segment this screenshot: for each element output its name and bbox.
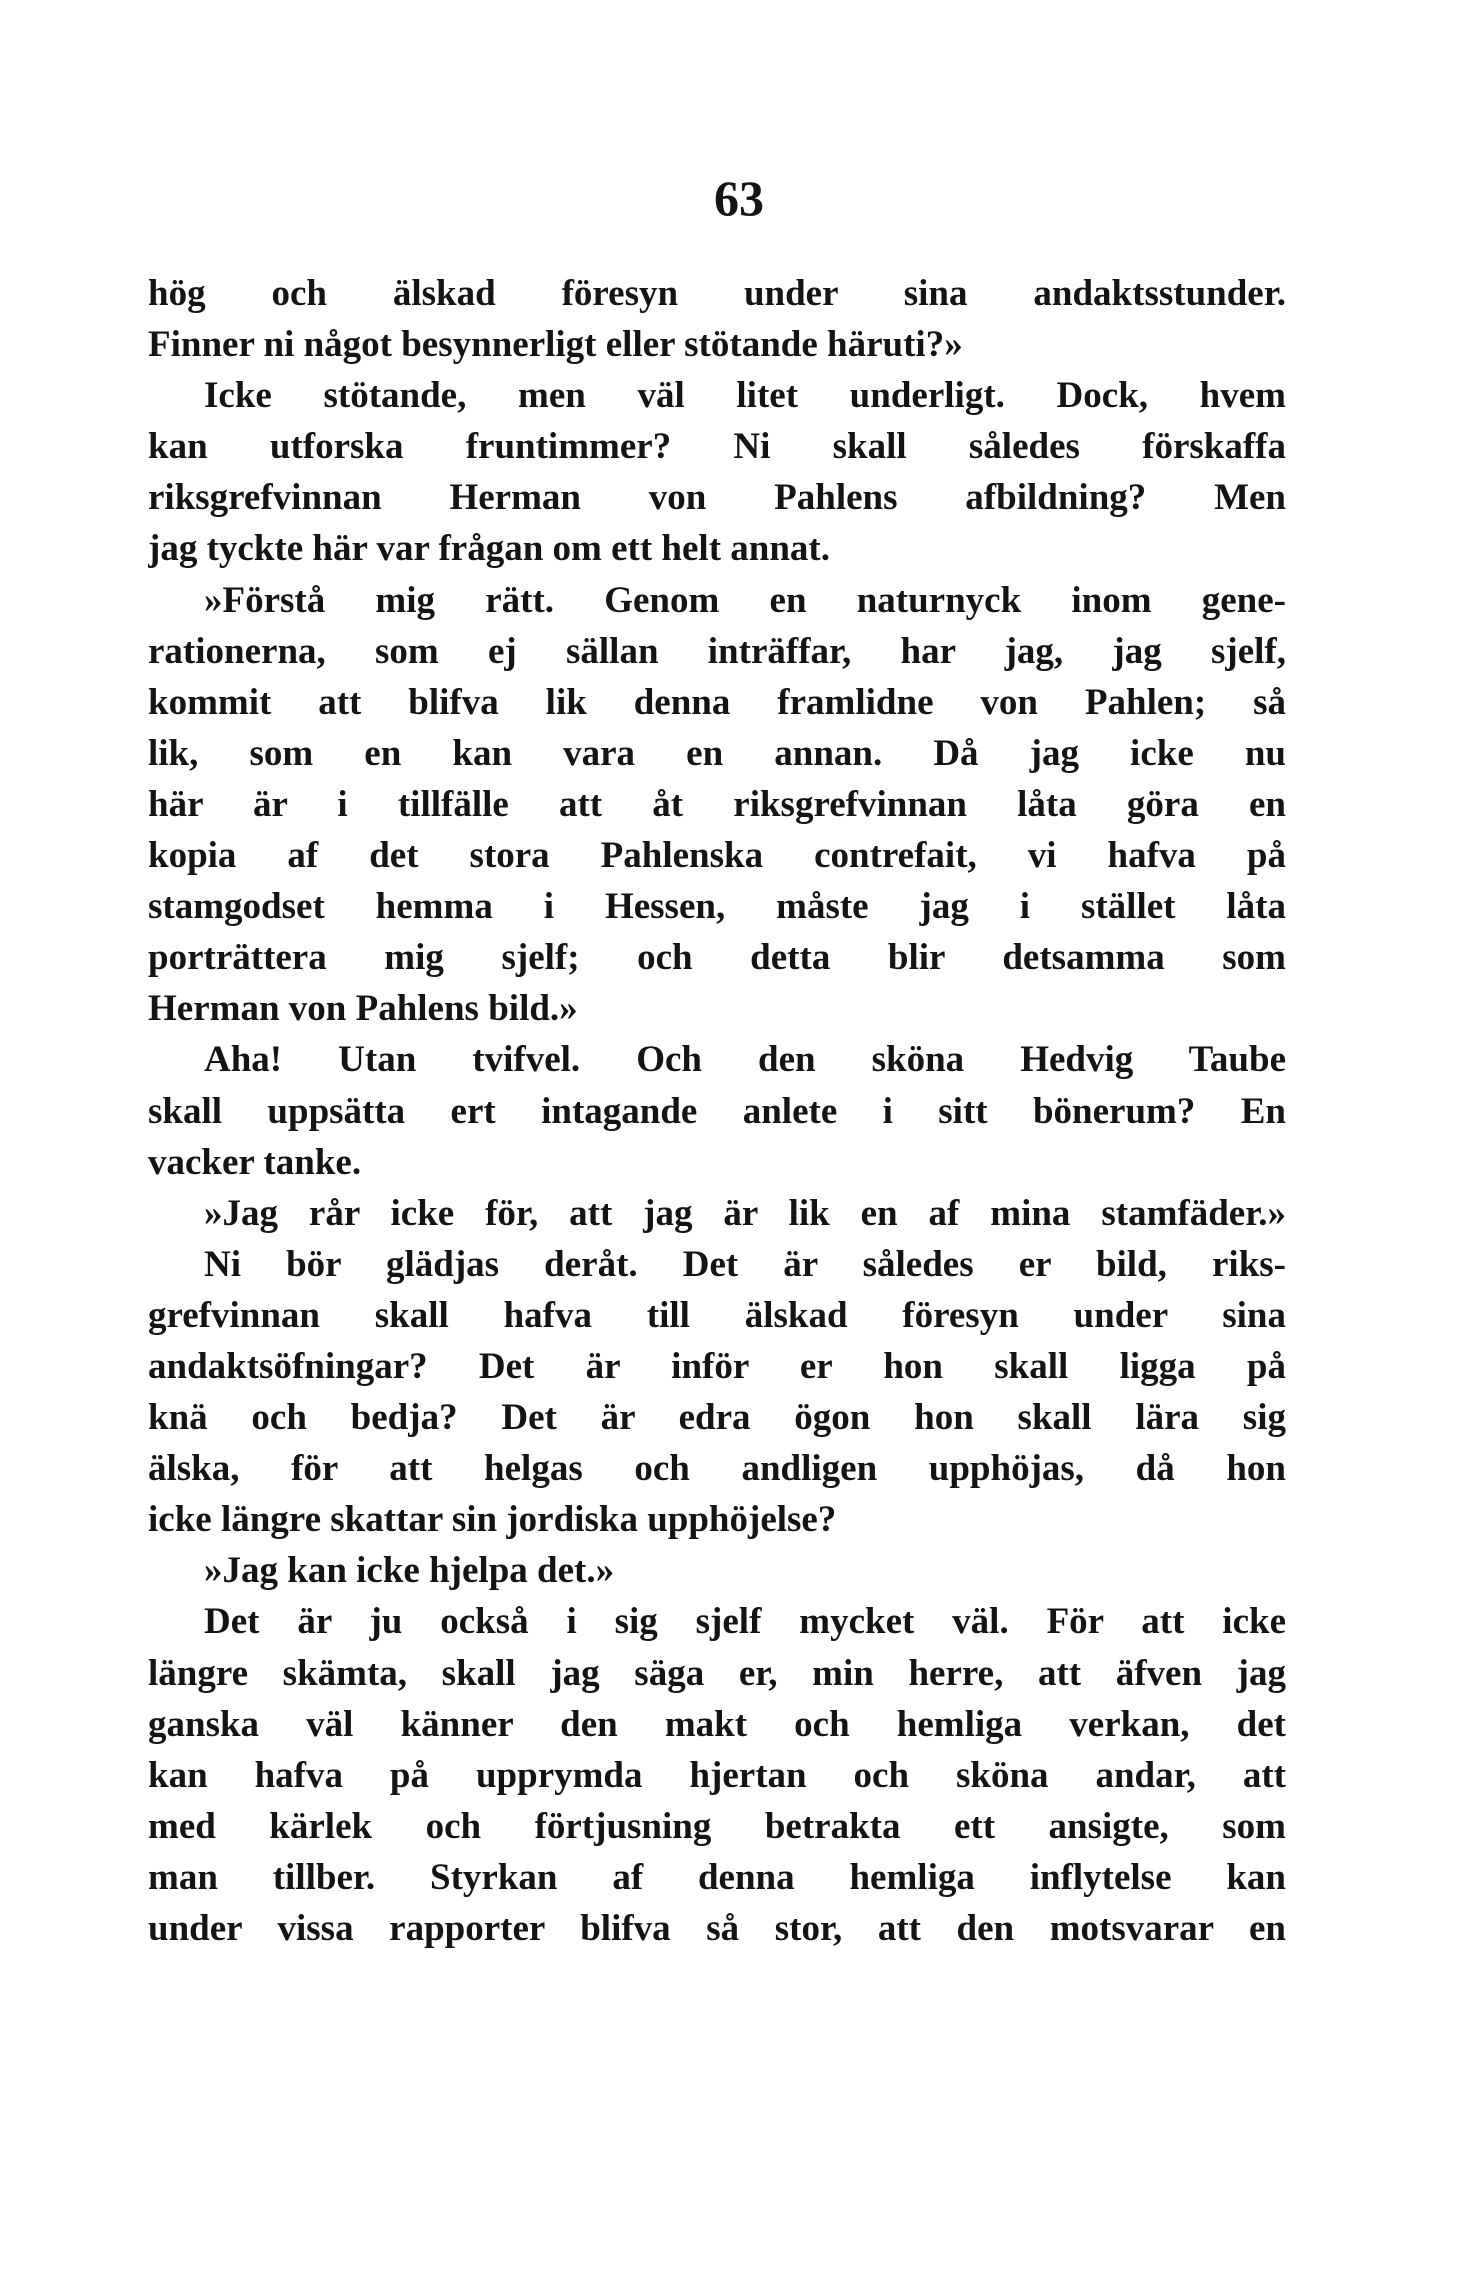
text-line: »Jag kan icke hjelpa det.» [204, 1550, 615, 1592]
text-line: Finner ni något besynnerligt eller stötande häruti?» [148, 324, 963, 366]
text-line: rationerna, som ej sällan inträffar, har jag, jag sjelf, [148, 630, 1286, 672]
text-line: »Förstå mig rätt. Genom en naturnyck inom gene- [204, 579, 1286, 621]
text-line: under vissa rapporter blifva så stor, att den motsvarar en [148, 1908, 1286, 1949]
text-line: andaktsöfningar? Det är inför er hon skall ligga på [148, 1345, 1286, 1387]
text-line: Ni bör glädjas deråt. Det är således er bild, riks- [204, 1243, 1286, 1285]
text-line: porträttera mig sjelf; och detta blir detsamma som [148, 937, 1286, 979]
text-line: Icke stötande, men väl litet underligt. Dock, hvem [204, 375, 1286, 417]
text-line: hög och älskad föresyn under sina andaktsstunder. [148, 273, 1286, 314]
body-text [148, 268, 1286, 1954]
text-line: grefvinnan skall hafva till älskad föresyn under sina [148, 1294, 1286, 1336]
text-line: kopia af det stora Pahlenska contrefait, vi hafva på [148, 835, 1286, 877]
page-number: 63 [714, 170, 764, 226]
text-line: kan utforska fruntimmer? Ni skall således förskaffa [148, 426, 1286, 468]
text-line: kommit att blifva lik denna framlidne von Pahlen; så [148, 681, 1286, 723]
text-line: man tillber. Styrkan af denna hemliga inflytelse kan [148, 1856, 1286, 1898]
text-line: vacker tanke. [148, 1141, 362, 1183]
text-line: skall uppsätta ert intagande anlete i sitt bönerum? En [148, 1090, 1286, 1132]
text-line: stamgodset hemma i Hessen, måste jag i stället låta [148, 886, 1286, 928]
text-line: Aha! Utan tvifvel. Och den sköna Hedvig Taube [204, 1039, 1286, 1081]
text-line: riksgrefvinnan Herman von Pahlens afbildning? Men [148, 477, 1286, 519]
text-line: Herman von Pahlens bild.» [148, 988, 578, 1030]
text-line: icke längre skattar sin jordiska upphöjelse? [148, 1499, 837, 1541]
text-line: älska, för att helgas och andligen upphöjas, då hon [148, 1448, 1286, 1490]
text-line: med kärlek och förtjusning betrakta ett ansigte, som [148, 1805, 1286, 1847]
text-line: knä och bedja? Det är edra ögon hon skall lära sig [148, 1397, 1286, 1439]
text-line: jag tyckte här var frågan om ett helt annat. [148, 528, 831, 570]
text-line: Det är ju också i sig sjelf mycket väl. För att icke [204, 1601, 1286, 1643]
text-line: ganska väl känner den makt och hemliga verkan, det [148, 1703, 1286, 1745]
text-line: »Jag rår icke för, att jag är lik en af mina stamfäder.» [204, 1192, 1286, 1234]
text-line: lik, som en kan vara en annan. Då jag icke nu [148, 732, 1286, 774]
text-line: här är i tillfälle att åt riksgrefvinnan låta göra en [148, 783, 1286, 825]
text-line: längre skämta, skall jag säga er, min herre, att äfven jag [148, 1652, 1286, 1694]
text-line: kan hafva på upprymda hjertan och sköna andar, att [148, 1754, 1286, 1796]
